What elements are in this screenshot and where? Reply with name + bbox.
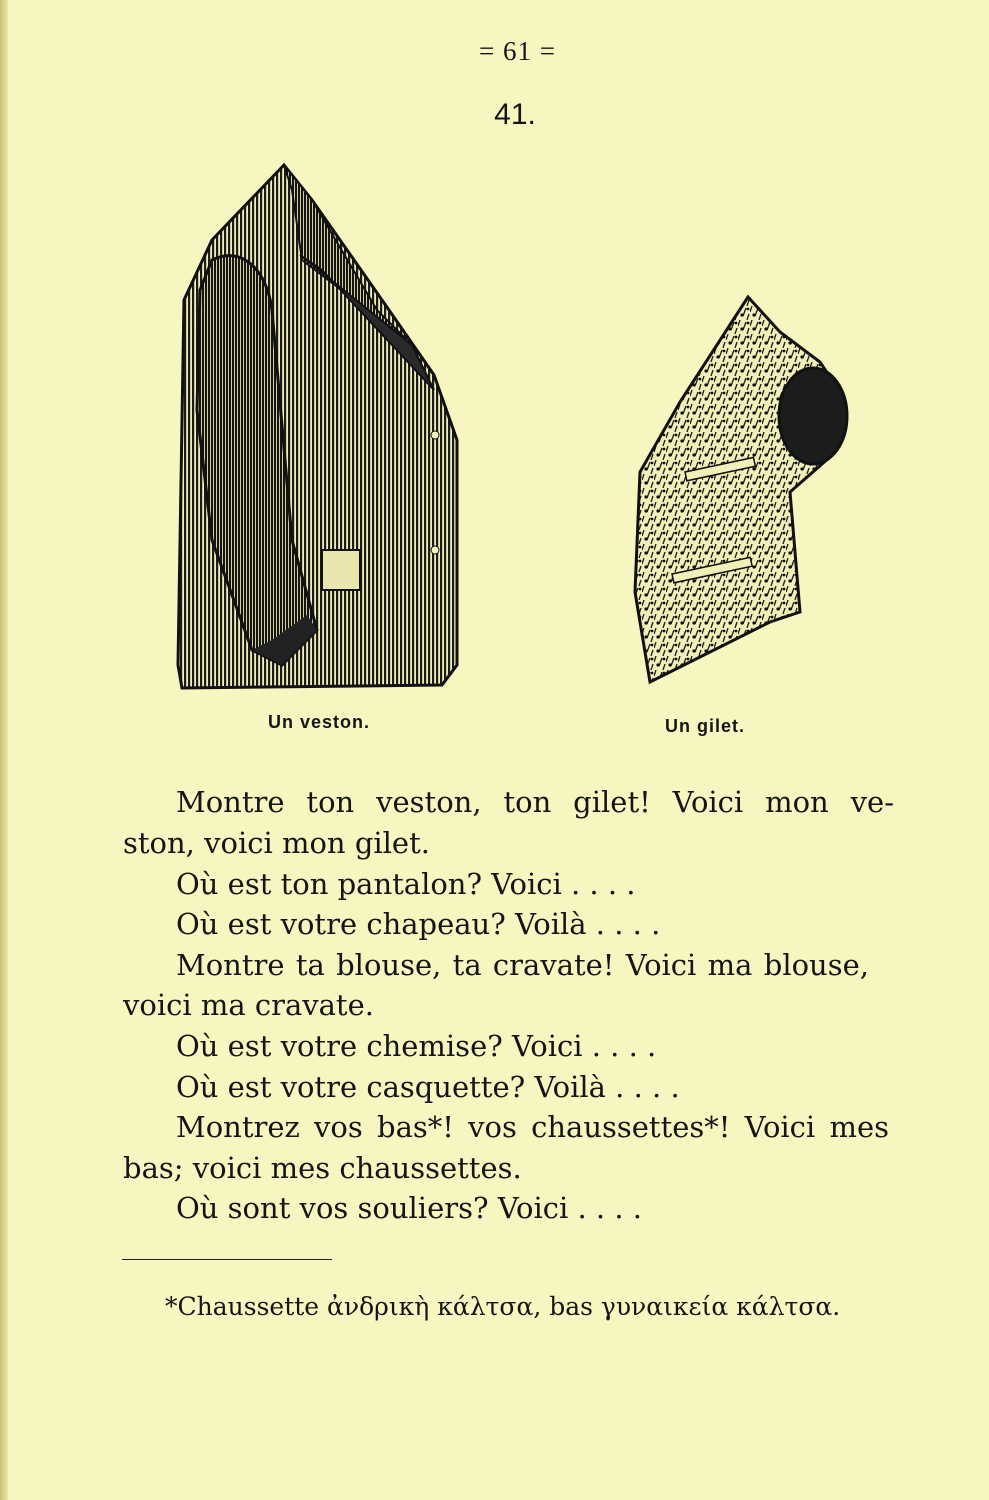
vest-caption: Un gilet. [665,716,745,736]
body-line-7: Où est votre chemise? Voici . . . . [176,1029,657,1063]
body-line-9: Montrez vos bas*! vos chaussettes*! Voici mes [176,1110,889,1144]
body-line-8: Où est votre casquette? Voilà . . . . [176,1070,680,1104]
body-line-10: bas; voici mes chaussettes. [123,1151,522,1185]
body-line-4: Où est votre chapeau? Voilà . . . . [176,907,661,941]
body-line-3: Où est ton pantalon? Voici . . . . [176,867,636,901]
lesson-number: 41. [494,98,536,131]
body-line-1: Montre ton veston, ton gilet! Voici mon ve- [176,785,894,819]
jacket-illustration [172,160,464,695]
footnote-divider [122,1259,332,1260]
jacket-caption: Un veston. [268,712,371,732]
page-edge [0,0,8,1500]
body-line-5: Montre ta blouse, ta cravate! Voici ma blouse, [176,948,869,982]
body-line-2: ston, voici mon gilet. [123,826,430,860]
page-number: = 61 = [479,36,556,66]
body-line-6: voici ma cravate. [123,988,374,1022]
vest-illustration [630,292,850,687]
footnote: *Chaussette ἀνδρικὴ κάλτσα, bas γυναικεία κάλτσα. [165,1292,841,1321]
body-line-11: Où sont vos souliers? Voici . . . . [176,1191,643,1225]
